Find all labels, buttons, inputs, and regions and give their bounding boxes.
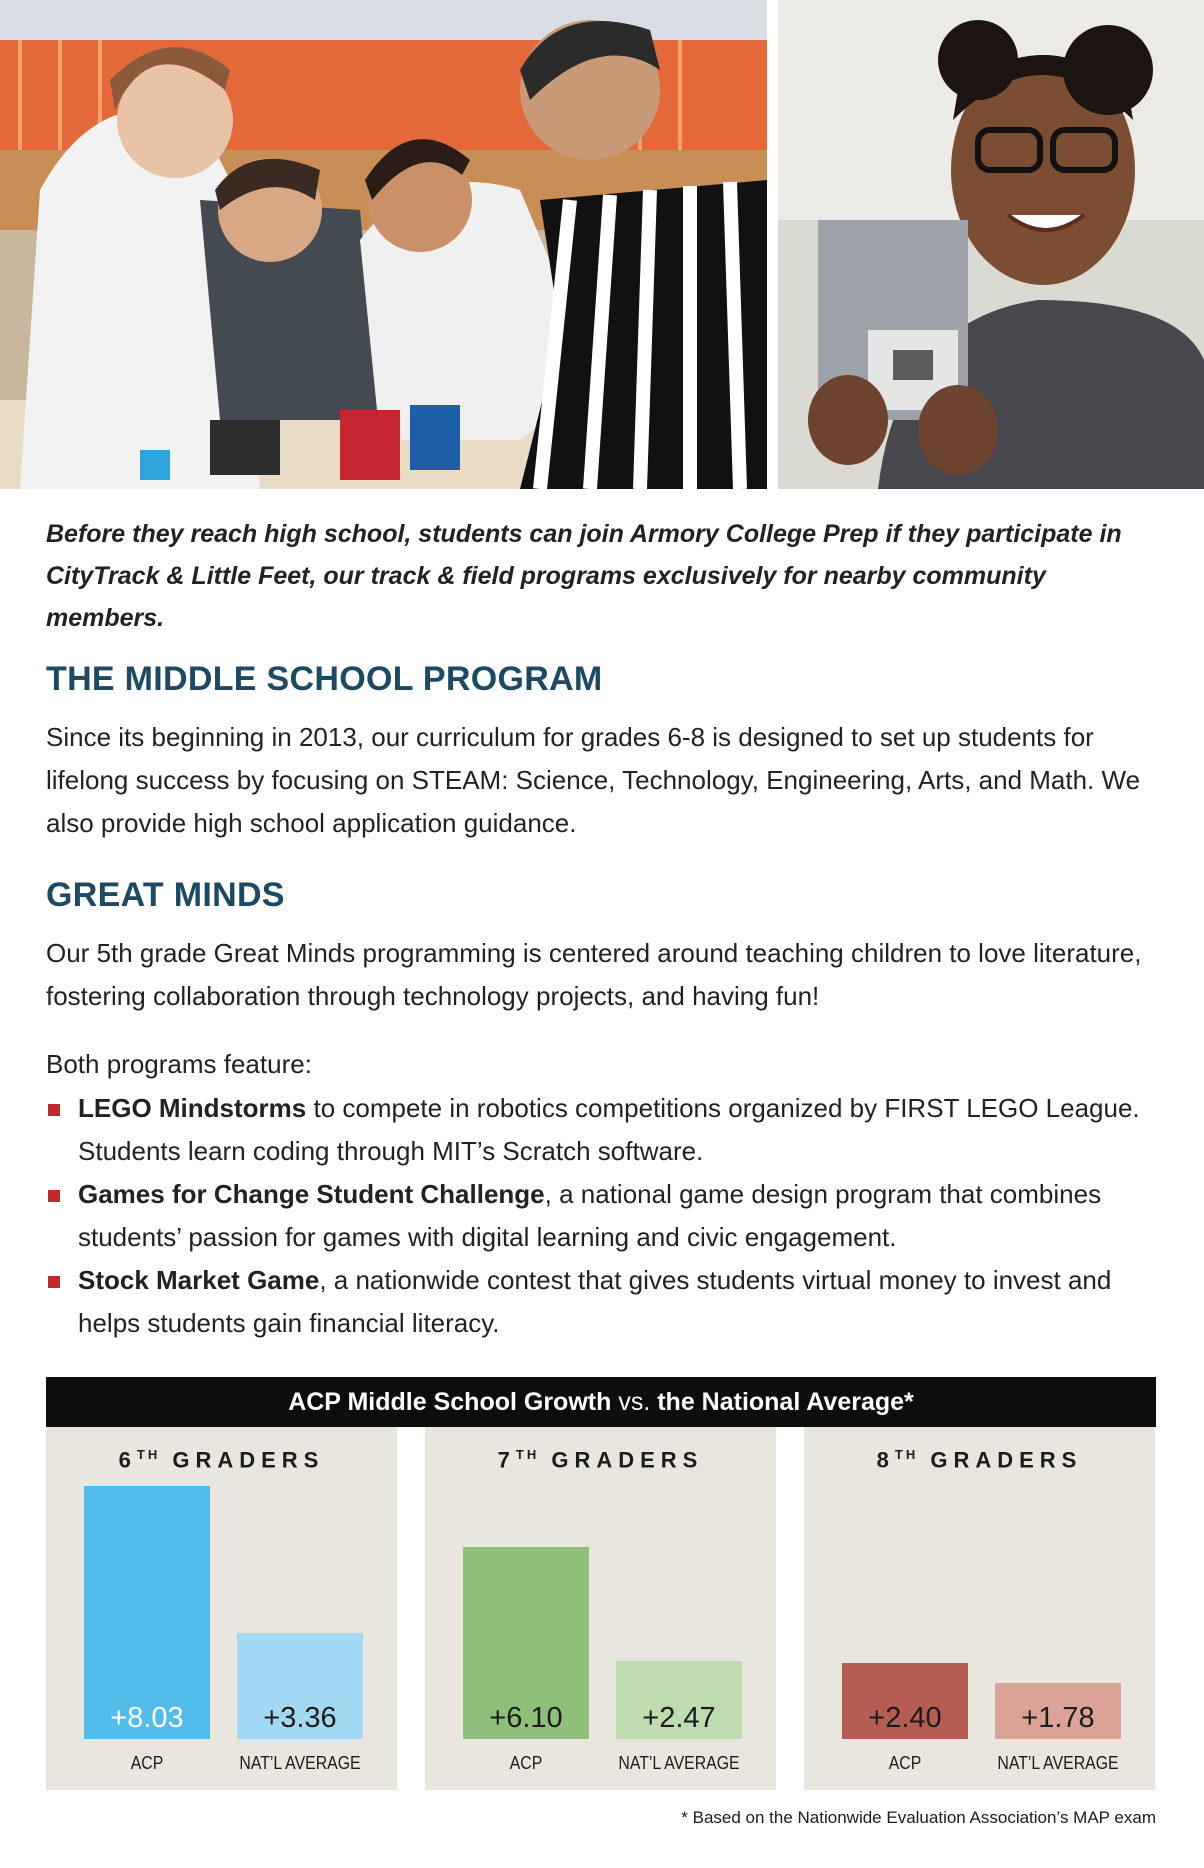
feature-description: to compete in robotics competitions organized by FIRST LEGO League. Students learn coding through MIT’s Scratch software. (78, 1093, 1140, 1166)
great-minds-body: Our 5th grade Great Minds programming is centered around teaching children to love literature, fostering collaboration through technology projects, and having fun! (46, 938, 1142, 1011)
feature-description: , a national game design program that combines students’ passion for games with digital learning and civic engagement. (78, 1179, 1102, 1252)
feature-name: Stock Market Game (78, 1265, 320, 1295)
acp-bar (463, 1547, 589, 1739)
bullet-square-icon (48, 1190, 60, 1202)
bar-value-label: +1.78 (1021, 1702, 1095, 1734)
grade-title: 7TH GRADERS (497, 1447, 704, 1473)
grade-title: 6TH GRADERS (118, 1447, 325, 1473)
grade-panel (425, 1427, 776, 1790)
student-with-robot-photo (778, 0, 1204, 489)
program-feature-list (46, 1087, 1176, 1345)
bar-category-label: ACP (888, 1753, 922, 1773)
middle-school-body: Since its beginning in 2013, our curriculum for grades 6-8 is designed to set up students for lifelong success by focusing on STEAM: Science, Technology, Engineering, Arts, and Math. We also provide high school application guidance. (46, 722, 1141, 838)
national-average-bar (237, 1633, 363, 1739)
feature-name: Games for Change Student Challenge (78, 1179, 545, 1209)
grade-panel (804, 1427, 1155, 1790)
bar-value-label: +3.36 (263, 1702, 337, 1734)
bar-category-label: NAT’L AVERAGE (239, 1753, 361, 1773)
list-item (46, 1173, 1176, 1259)
list-item (46, 1087, 1176, 1173)
national-average-bar (616, 1661, 742, 1739)
middle-school-heading: THE MIDDLE SCHOOL PROGRAM (46, 660, 603, 698)
bar-category-label: ACP (509, 1753, 543, 1773)
both-programs-lead: Both programs feature: (46, 1049, 312, 1079)
list-item (46, 1259, 1176, 1345)
acp-bar (84, 1486, 210, 1739)
bar-value-label: +8.03 (110, 1702, 184, 1734)
bar-value-label: +6.10 (489, 1702, 563, 1734)
bar-value-label: +2.47 (642, 1702, 716, 1734)
feature-name: LEGO Mindstorms (78, 1093, 307, 1123)
bar-value-label: +2.40 (868, 1702, 942, 1734)
chart-title: ACP Middle School Growth vs. the National Average* (46, 1377, 1156, 1427)
great-minds-heading: GREAT MINDS (46, 876, 285, 914)
feature-description: , a nationwide contest that gives students virtual money to invest and helps students gain financial literacy. (78, 1265, 1112, 1338)
intro-text: Before they reach high school, students can join Armory College Prep if they participate in CityTrack & Little Feet, our track & field programs exclusively for nearby community members. (46, 520, 1122, 632)
grade-panel (46, 1427, 397, 1790)
students-robotics-photo (0, 0, 767, 489)
national-average-bar (995, 1683, 1121, 1739)
acp-bar (842, 1663, 968, 1739)
bullet-square-icon (48, 1104, 60, 1116)
bar-category-label: NAT’L AVERAGE (618, 1753, 740, 1773)
bar-category-label: ACP (130, 1753, 164, 1773)
grade-title: 8TH GRADERS (876, 1447, 1083, 1473)
footnote: * Based on the Nationwide Evaluation Association’s MAP exam (681, 1808, 1156, 1827)
bullet-square-icon (48, 1276, 60, 1288)
bar-category-label: NAT’L AVERAGE (997, 1753, 1119, 1773)
